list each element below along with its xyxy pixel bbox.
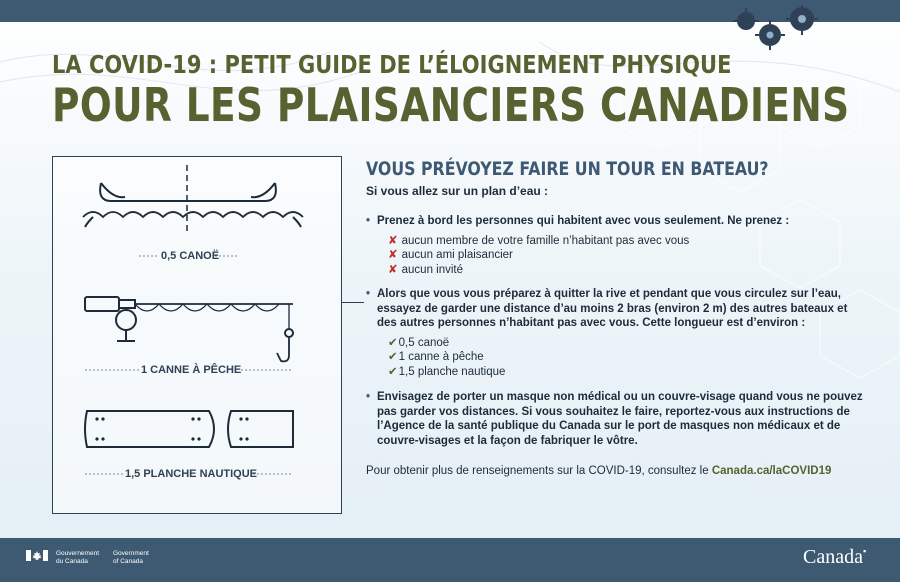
more-info-line	[366, 465, 866, 477]
bullet-wear-mask: • Envisagez de porter un masque non médical ou un couvre-visage quand vous ne pouvez pas garder vos distances. Si vous souhaitez le faire, reportez-vous aux instructions de l’Agence de la santé publique du Canada sur le port de masques non médicaux et de couvre-visages et la façon de fabriquer le vôtre.	[366, 390, 866, 448]
more-info-text: Pour obtenir plus de renseignements sur la COVID-19, consultez le	[366, 465, 709, 477]
list-item: ✘ aucun invité	[388, 263, 464, 276]
list-item: ✔1 canne à pêche	[388, 351, 484, 363]
fishing-rod-icon	[85, 297, 293, 361]
check-icon: ✔	[388, 365, 398, 378]
fip-french: Gouvernement du Canada	[56, 550, 99, 565]
list-item: ✔0,5 canoë	[388, 336, 450, 349]
bullet-household-only: • Prenez à bord les personnes qui habitent avec vous seulement. Ne prenez :	[366, 214, 866, 229]
dont-list	[366, 234, 866, 278]
canoe-label: 0,5 CANOË	[161, 250, 220, 262]
title-line-2: POUR LES PLAISANCIERS CANADIENS	[52, 78, 850, 132]
check-icon: ✔	[388, 351, 398, 363]
distance-diagram	[52, 156, 342, 514]
length-list	[366, 336, 866, 380]
fip-english: Government of Canada	[113, 550, 149, 565]
paddleboard-icon	[85, 411, 293, 447]
rod-label: 1 CANNE À PÊCHE	[141, 364, 242, 376]
section-subheading: Si vous allez sur un plan d’eau :	[366, 184, 549, 198]
bullet-keep-distance: • Alors que vous vous préparez à quitter la rive et pendant que vous circulez sur l’eau, essayez de garder une distance d’au moins 2 bras (environ 2 m) des autres bateaux et des autres personnes n’habitant pas avec vous. Cette longueur est d’environ :	[366, 287, 866, 331]
canada-flag-icon	[26, 550, 48, 561]
x-icon: ✘	[388, 249, 398, 261]
virus-icon	[728, 5, 838, 55]
diagram-connector-line	[342, 302, 364, 303]
diagram-illustrations	[53, 157, 343, 515]
government-signature	[26, 550, 149, 565]
covid-info-link[interactable]: Canada.ca/laCOVID19	[711, 465, 832, 477]
x-icon: ✘	[388, 234, 398, 247]
section-heading: VOUS PRÉVOYEZ FAIRE UN TOUR EN BATEAU?	[366, 158, 769, 180]
list-item: ✔1,5 planche nautique	[388, 365, 506, 378]
check-icon: ✔	[388, 336, 398, 349]
wordmark-flag-icon: ▪	[862, 546, 867, 556]
list-item: ✘ aucun membre de votre famille n’habitant pas avec vous	[388, 234, 690, 247]
canoe-icon	[83, 165, 303, 233]
title-line-1: LA COVID-19 : PETIT GUIDE DE L’ÉLOIGNEMENT PHYSIQUE	[52, 50, 732, 79]
list-item: ✘ aucun ami plaisancier	[388, 249, 513, 261]
canada-wordmark: Canada▪	[803, 546, 867, 568]
guidance-panel	[366, 158, 866, 477]
x-icon: ✘	[388, 263, 398, 276]
board-label: 1,5 PLANCHE NAUTIQUE	[125, 468, 258, 480]
